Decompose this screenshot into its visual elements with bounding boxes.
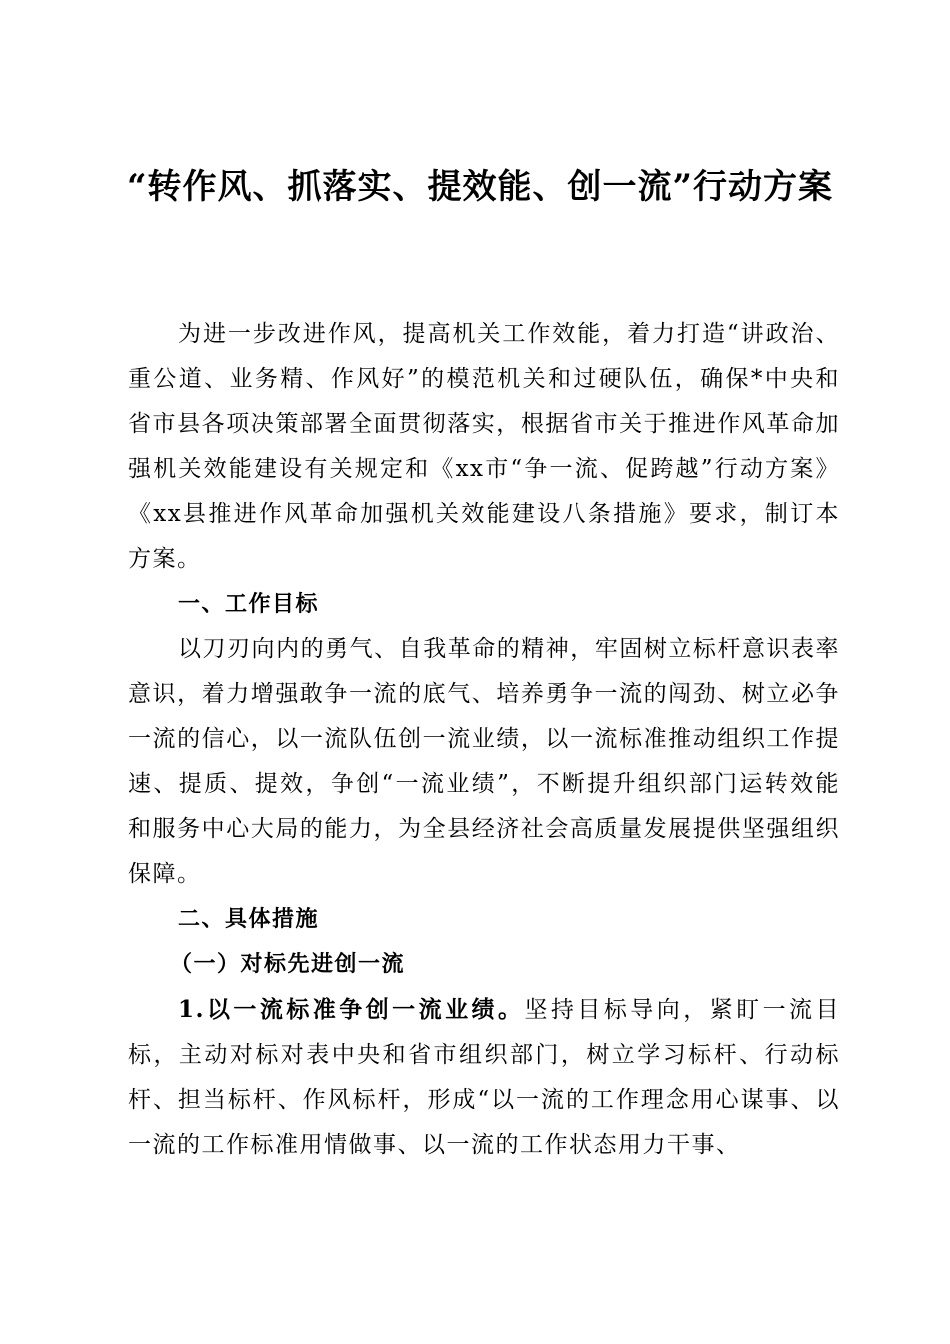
intro-paragraph: 为进一步改进作风，提高机关工作效能，着力打造“讲政治、重公道、业务精、作风好”的模范机关和过硬队伍，确保*中央和省市县各项决策部署全面贯彻落实，根据省市关于推进作风革命加强机关效能建设有关规定和《xx市“争一流、促跨越”行动方案》《xx县推进作风革命加强机关效能建设八条措施》要求，制订本方案。 bbox=[128, 321, 840, 572]
document-title: “转作风、抓落实、提效能、创一流”行动方案 bbox=[126, 167, 834, 207]
goals-paragraph: 以刀刃向内的勇气、自我革命的精神，牢固树立标杆意识表率意识，着力增强敢争一流的底气、培养勇争一流的闯劲、树立必争一流的信心，以一流队伍创一流业绩，以一流标准推动组织工作提速、提质、提效，争创“一流业绩”，不断提升组织部门运转效能和服务中心大局的能力，为全县经济社会高质量发展提供坚强组织保障。 bbox=[128, 636, 840, 887]
section-heading-goals: 一、工作目标 bbox=[178, 592, 320, 617]
measure-item-1-lead: 1.以一流标准争创一流业绩。 bbox=[178, 996, 525, 1023]
section-heading-measures: 二、具体措施 bbox=[178, 907, 320, 932]
subsection-heading-benchmark: （一）对标先进创一流 bbox=[170, 952, 406, 977]
measure-item-1 bbox=[128, 987, 840, 1168]
document-body bbox=[128, 312, 840, 1168]
measure-item-1-text: 坚持目标导向，紧盯一流目标，主动对标对表中央和省市组织部门，树立学习标杆、行动标杆、担当标杆、作风标杆，形成“以一流的工作理念用心谋事、以一流的工作标准用情做事、以一流的工作状态用力干事、 bbox=[128, 997, 841, 1158]
